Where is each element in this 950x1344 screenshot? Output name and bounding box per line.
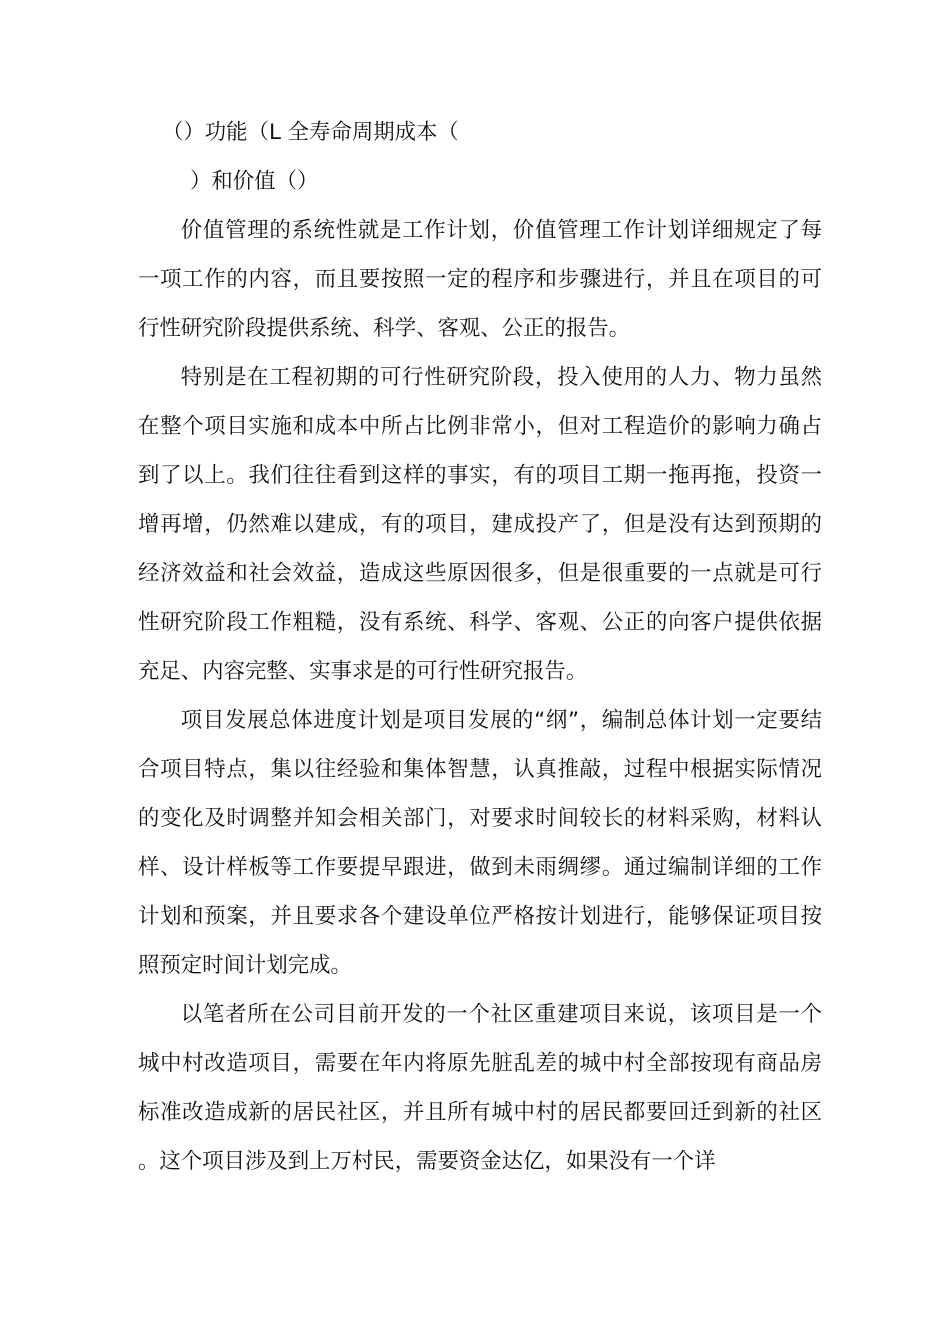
document-page: [138, 108, 822, 1186]
formula-line-2: ）和价值（）: [190, 169, 319, 194]
paragraph-value-management: 价值管理的系统性就是工作计划，价值管理工作计划详细规定了每一项工作的内容，而且要按照一定的程序和步骤进行，并且在项目的可行性研究阶段提供系统、科学、客观、公正的报告。: [138, 218, 822, 341]
paragraph-feasibility-study: 特别是在工程初期的可行性研究阶段，投入使用的人力、物力虽然在整个项目实施和成本中所占比例非常小，但对工程造价的影响力确占到了以上。我们往往看到这样的事实，有的项目工期一拖再拖，投资一增再增，仍然难以建成，有的项目，建成投产了，但是没有达到预期的经济效益和社会效益，造成这些原因很多，但是很重要的一点就是可行性研究阶段工作粗糙，没有系统、科学、客观、公正的向客户提供依据充足、内容完整、实事求是的可行性研究报告。: [138, 365, 822, 684]
formula-line-1: （）功能（L 全寿命周期成本（: [162, 120, 459, 145]
paragraph-community-project: 以笔者所在公司目前开发的一个社区重建项目来说，该项目是一个城中村改造项目，需要在年内将原先脏乱差的城中村全部按现有商品房标准改造成新的居民社区，并且所有城中村的居民都要回迁到新的社区。这个项目涉及到上万村民，需要资金达亿，如果没有一个详: [138, 1002, 822, 1174]
paragraph-schedule-plan: 项目发展总体进度计划是项目发展的“纲”，编制总体计划一定要结合项目特点，集以往经验和集体智慧，认真推敲，过程中根据实际情况的变化及时调整并知会相关部门，对要求时间较长的材料采购，材料认样、设计样板等工作要提早跟进，做到未雨绸缪。通过编制详细的工作计划和预案，并且要求各个建设单位严格按计划进行，能够保证项目按照预定时间计划完成。: [138, 708, 822, 978]
